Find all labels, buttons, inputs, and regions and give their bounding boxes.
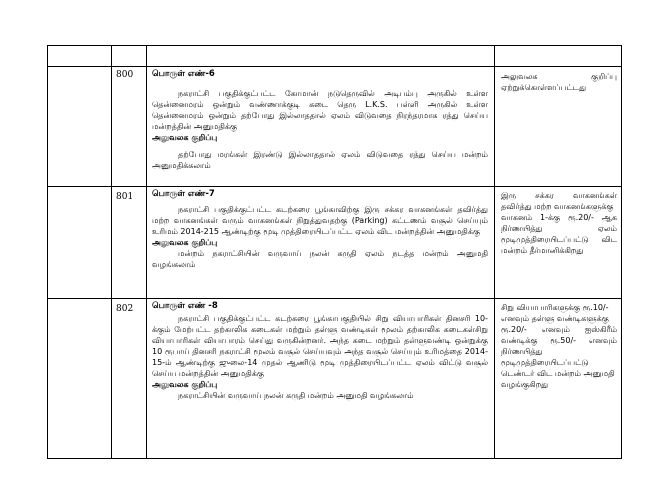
resolution-number: 801 xyxy=(116,192,134,202)
office-note-label: அலுவலக குறிப்பு xyxy=(152,238,218,247)
office-note: தற்போது மரங்கள் இரண்டு இல்லாததால் ஏலம் விடுவதை ரத்து செய்ய மன்றம் அனுமதிக்கலாம் xyxy=(152,150,488,170)
minutes-table xyxy=(47,45,622,459)
row-divider xyxy=(48,298,621,299)
decision-line: மூடிமுத்திரையிடப்பட்டு xyxy=(501,358,589,367)
office-note-label: அலுவலக குறிப்பு xyxy=(152,133,218,142)
item-heading: பொருள் எண் -8 xyxy=(152,301,218,311)
item-body: நகராட்சி பகுதிக்குட்பட்ட கடற்கரை பூங்காபகுதியில் சிறு வியாபாரிகள் தினசரி 10-க்கும் மேற்பட்ட தற்காலிக கடைகள் மற்றும் தள்ளு வண்டிகள் மூலம் தற்காலிக கடைகள்சிறு வியாபாரிகள் வியாபாரம் செய்து வருகின்றனர். அந்த கடை மற்றும் தள்ளுவண்டி ஒன்றுக்கு 10 ரூபாய் தினசரி நகராட்சி மூலம் வசூல் செய்யவும் அந்த வசூல் செய்யும் உரிமத்தை 2014-15-ம் ஆண்டிற்கு ஜுலை-14 முதல் ஆணிடு மூடி முத்திரையிடப்பட்ட ஏலம் விட்டு வசூல் செய்ய மன்றத்தின் அனுமதிக்கு xyxy=(152,314,488,378)
item-heading: பொருள் எண்-6 xyxy=(152,69,215,79)
item-body: நகராட்சி பகுதிக்குட்பட்ட கடற்கரை பூங்காவிற்கு இரு சக்கர வாகனங்கள் தவிர்த்து மற்ற வாகனங்கள் வரும் வாகனங்கள் நிறுத்துவதற்கு (Parking) கட்டணம் வசூல் செய்யும் உரிமம் 2014-215 ஆண்டிற்கு மூடி முத்திரையிடப்பட்ட ஏலம் விட மன்றத்தின் அனுமதிக்கு xyxy=(152,205,488,236)
agenda-item xyxy=(152,69,488,171)
decision-line: வழங்குகிறது xyxy=(501,380,549,389)
decision-line: ரூ.20/- எனவும் ஐஸ்கிரீம் xyxy=(501,325,617,334)
decision-cell xyxy=(501,302,617,390)
agenda-item xyxy=(152,301,488,401)
row-divider xyxy=(48,186,621,187)
column-divider xyxy=(111,46,112,458)
row-divider xyxy=(48,66,621,67)
decision-line: எனவும் தள்ளு வண்டிகளுக்கு xyxy=(501,314,609,323)
item-heading: பொருள் எண்-7 xyxy=(152,189,215,199)
decision-cell xyxy=(501,71,617,93)
office-note: மன்றம் நகராட்சியின் வருவாய் நலன் கருதி ஏலம் நடத்த மன்றம் அனுமதி வழங்கலாம் xyxy=(152,249,488,269)
decision-line: இரு சக்கர வாகனங்கள் xyxy=(501,191,617,200)
decision-line: தவிர்த்து மற்ற வாகனங்களுக்கு xyxy=(501,202,614,211)
decision-line: வண்டிக்கு ரூ.50/- எனவும் xyxy=(501,336,617,345)
decision-line: மூடிமுத்திரையிடப்பட்டு விட xyxy=(501,235,617,244)
office-note: நகராட்சியின் வருவாய் நலன் கருதி மன்றம் அனுமதி வழங்கலாம் xyxy=(178,391,414,400)
decision-line: அலுவலக குறிப்பு xyxy=(501,72,617,81)
decision-line: வாகனம் 1-க்கு ரூ.20/- ஆக xyxy=(501,213,617,222)
decision-line: டெண்டர் விட மன்றம் அனுமதி xyxy=(501,369,615,378)
office-note-label: அலுவலக குறிப்பு xyxy=(152,380,218,389)
resolution-number: 802 xyxy=(116,304,134,314)
decision-line: நிர்ணயித்து ஏலம் xyxy=(501,224,617,233)
decision-cell xyxy=(501,190,617,256)
decision-line: சிறு வியாபாரிகளுக்கு ரூ.10/- xyxy=(501,303,609,312)
column-divider xyxy=(146,46,147,458)
decision-line: ஏற்றுக்கொள்ளப்பட்டது xyxy=(501,83,587,92)
item-body: நகராட்சி பகுதிக்குட்பட்ட கோமான் நடுதெருவில் அடிபம்பு அருகில் உள்ள தென்னைமரம் ஒன்றும் வண்ணாக்குடி கடை தெரு L.K.S. பள்ளி அருகில் உள்ள தென்னைமரம் ஒன்றும் தற்போது இல்லாததால் ஏலம் விடுவதை நிரந்தரமாக ரத்து செய்ய மன்றத்தின் அனுமதிக்கு xyxy=(152,89,488,131)
decision-line: நிர்ணயித்து xyxy=(501,347,543,356)
column-divider xyxy=(494,46,495,458)
decision-line: மன்றம் தீர்மானிக்கிறது xyxy=(501,246,584,255)
agenda-item xyxy=(152,189,488,270)
resolution-number: 800 xyxy=(116,70,134,80)
